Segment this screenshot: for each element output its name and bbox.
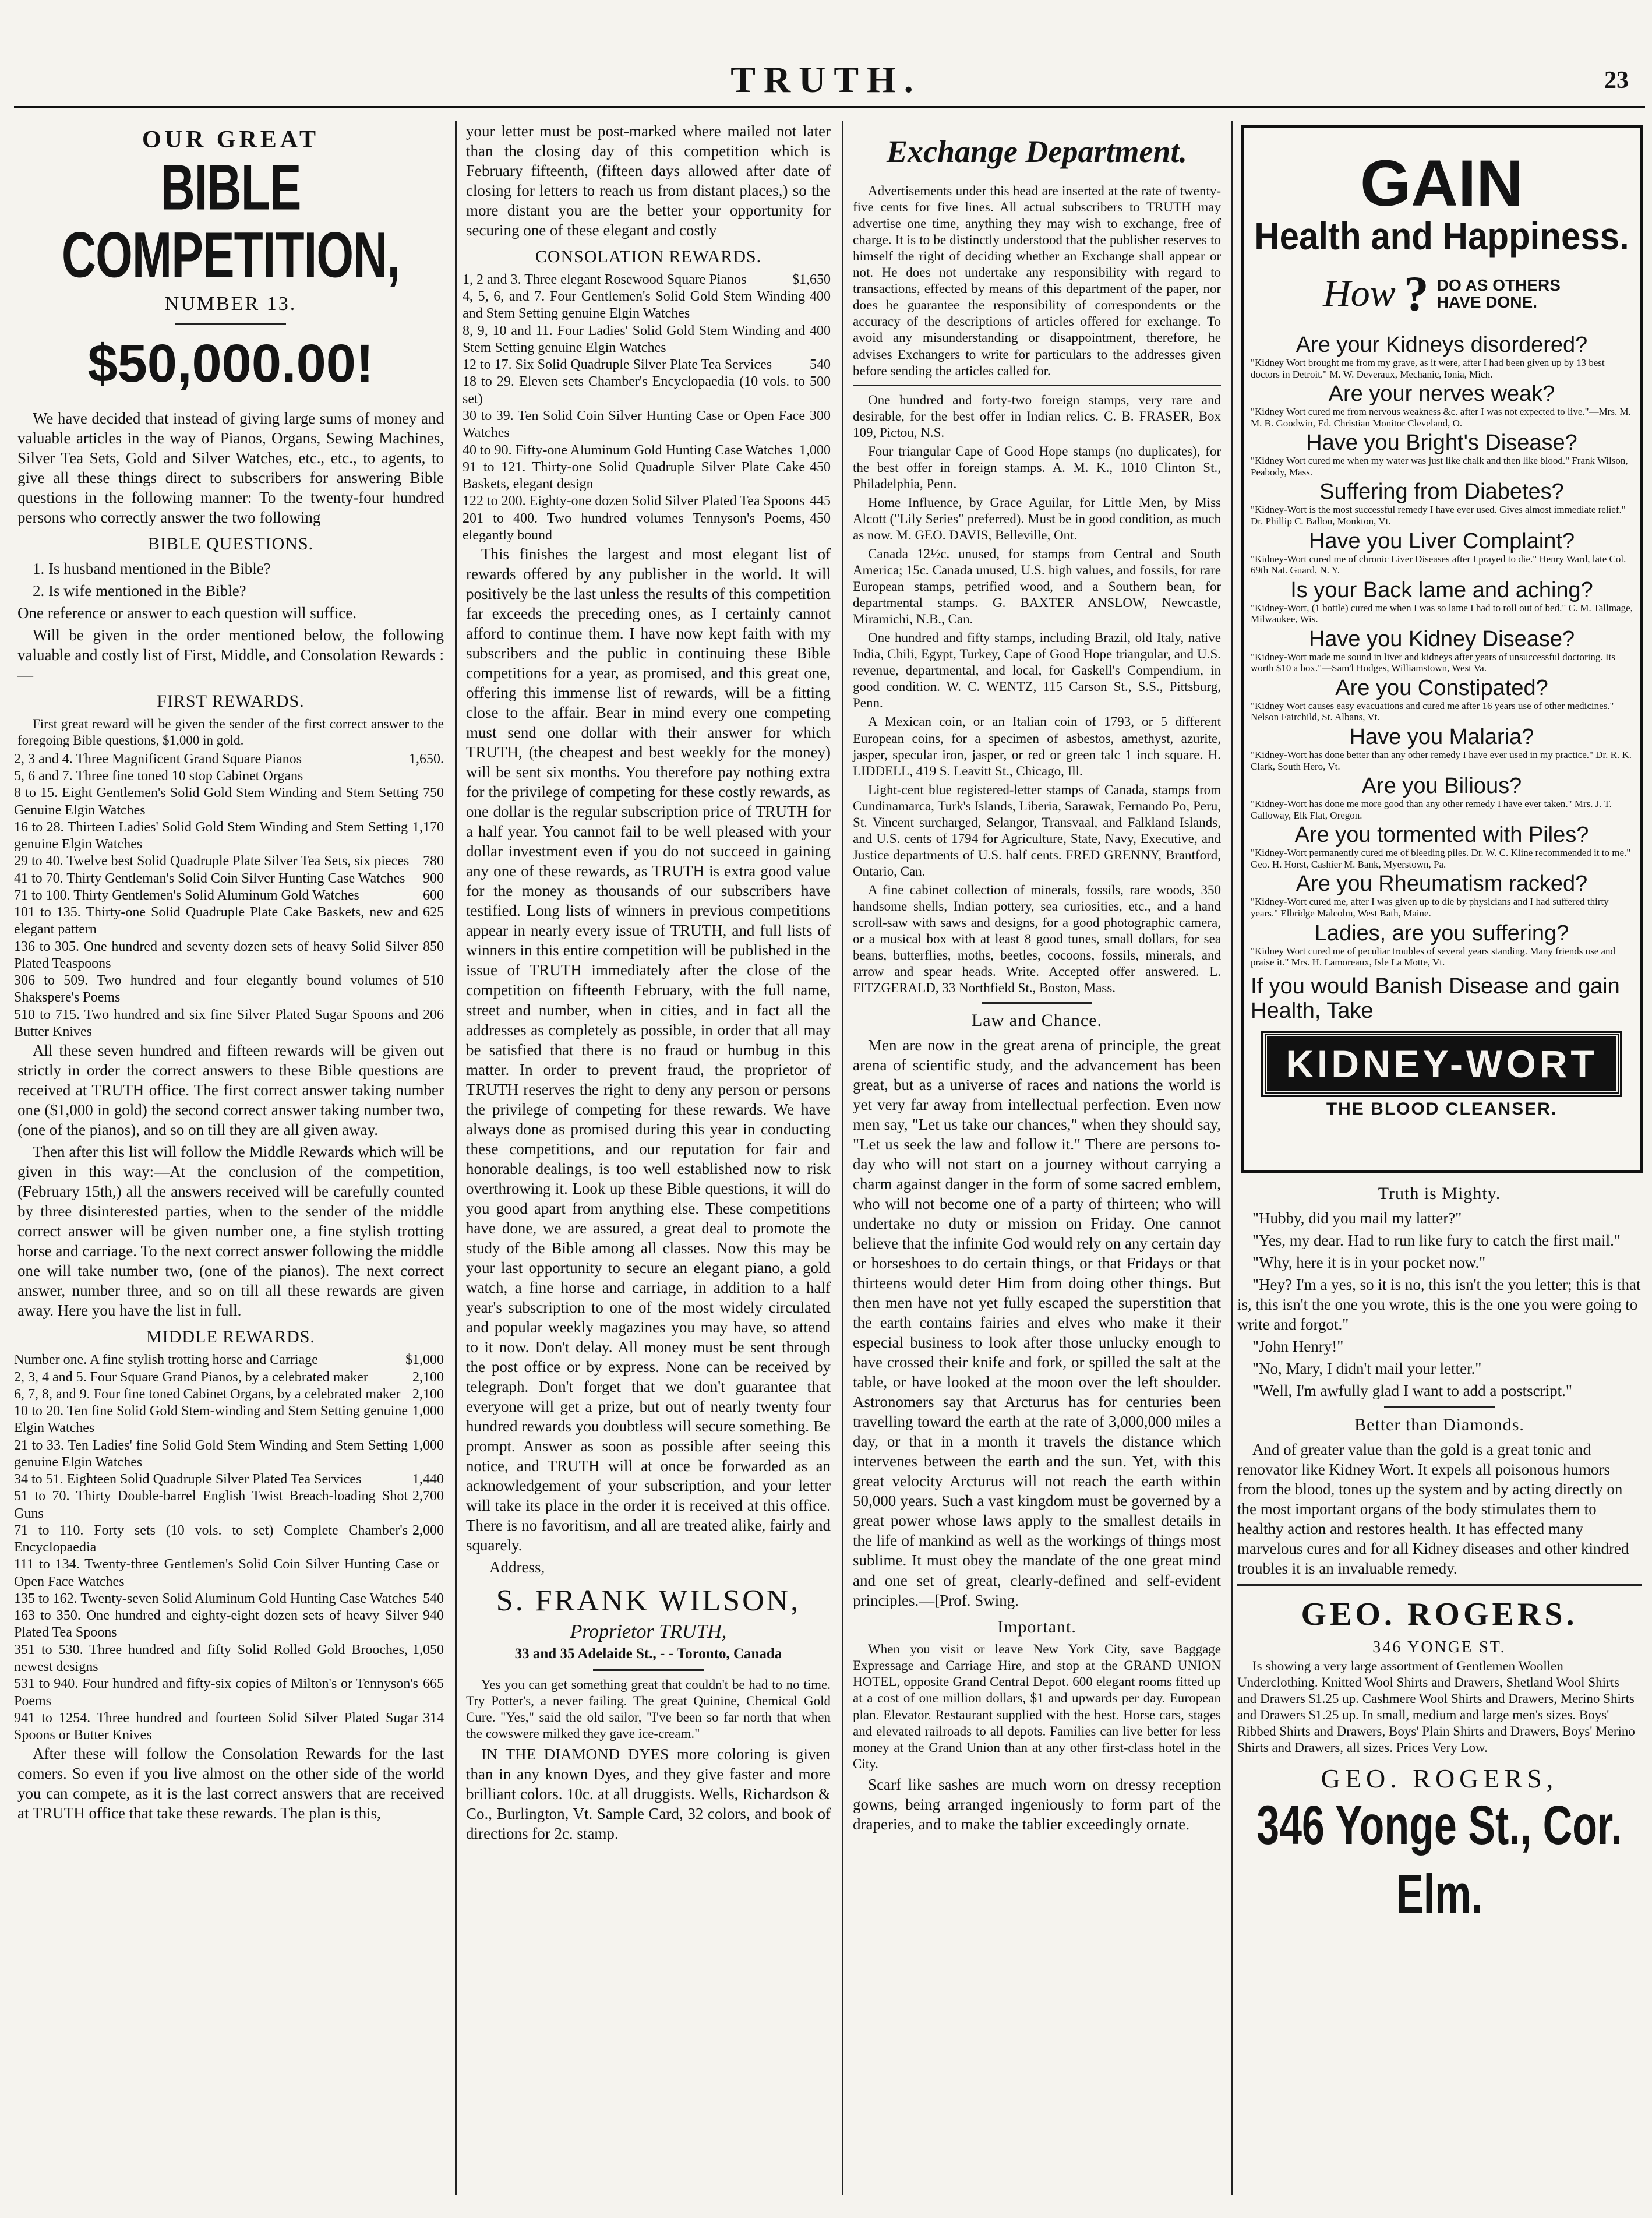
reward-text: 163 to 350. One hundred and eighty-eight dozen sets of heavy Silver Plated Tea Spoons [14, 1608, 418, 1641]
reward-row [14, 1369, 444, 1386]
ad-gain: GAIN [1360, 147, 1523, 220]
separator [982, 1002, 1092, 1004]
separator [593, 1669, 704, 1671]
headline-number: NUMBER 13. [164, 293, 297, 315]
reward-value: 1,650. [409, 751, 444, 767]
reward-text: 8 to 15. Eight Gentlemen's Solid Gold Stem Winding and Stem Setting Genuine Elgin Watches [14, 785, 418, 818]
ad-question: Is your Back lame and aching? [1290, 577, 1593, 602]
reward-row [14, 819, 444, 854]
reward-text: 1, 2 and 3. Three elegant Rosewood Square Pianos [463, 271, 747, 287]
ad-question: Are you Constipated? [1335, 675, 1548, 700]
ad-testimonial: "Kidney Wort brought me from my grave, as it were, after I had been given up by 13 best doctors in Detroit." M. W. Deveraux, Mechanic, Ionia, Mich. [1251, 357, 1605, 380]
section-heading: Law and Chance. [971, 1011, 1103, 1031]
reward-text: 34 to 51. Eighteen Solid Quadruple Silver Plated Tea Services [14, 1472, 362, 1487]
reward-row [463, 408, 831, 442]
reward-row [14, 972, 444, 1007]
paragraph: When you visit or leave New York City, save Baggage Expressage and Carriage Hire, and stop at the GRAND UNION HOTEL, opposite Grand Central Depot. 600 elegant rooms fitted up at a cost of one million dollars, $1 and upwards per day. European plan. Elevator. Restaurant supplied with the best. Horse cars, stages and elevated railroads to all depots. Families can live better for less money at the Grand Union than at any other first-class hotel in the City. [853, 1642, 1221, 1771]
column-exchange [853, 121, 1221, 2201]
reward-value: 1,000 [412, 1437, 444, 1453]
reward-value: 665 [423, 1676, 444, 1692]
reward-row [463, 373, 831, 408]
reward-row [463, 288, 831, 323]
column-lower-right [1237, 1177, 1642, 2202]
column-divider [455, 121, 457, 2195]
truth-is-mighty-text [1237, 1208, 1642, 1401]
reward-value: 450 [810, 459, 831, 475]
exchange-ad: One hundred and fifty stamps, including Brazil, old Italy, native India, Chili, Egypt, Turkey, Cape of Good Hope triangular, and U.S. revenue, departmental, and local, for Gaskell's Compendium, in good condition. W. C. WENTZ, 115 Carson St., S.S., Pittsburg, Penn. [853, 630, 1221, 711]
reward-text: 201 to 400. Two hundred volumes Tennyson's Poems, elegantly bound [463, 510, 805, 543]
exchange-ad: A fine cabinet collection of minerals, fossils, rare woods, 350 handsome shells, Indian pottery, sea curiosities, etc., and a hand scroll-saw with saws and designs, for a good photographic camera, or a musical box with at least 8 good tunes, small dollars, for sea beans, butterflies, moths, beetles, cocoons, fossils, minerals, and arrow and spear heads. Write. Accepted offer answered. L. FITZGERALD, 33 Northfield St., Boston, Mass. [853, 882, 1221, 996]
section-heading: Better than Diamonds. [1354, 1415, 1524, 1434]
ad-testimonial: "Kidney Wort cured me from nervous weakness &c. after I was not expected to live."—Mrs. M. M. B. Goodwin, Ed. Christian Monitor Cleveland, O. [1251, 406, 1631, 429]
reward-value: 1,050 [412, 1642, 444, 1658]
reward-value: $1,650 [792, 271, 831, 287]
reward-value: 540 [423, 1591, 444, 1606]
reward-value: 1,000 [412, 1404, 444, 1419]
reward-row [14, 1710, 444, 1744]
dialogue-line: "Hey? I'm a yes, so it is no, this isn't the you letter; this is that is, this isn't the one you wrote, this is the one you were going to write and forgot." [1237, 1275, 1641, 1333]
reward-value: 206 [423, 1007, 444, 1022]
reward-text: 531 to 940. Four hundred and fifty-six copies of Milton's or Tennyson's Poems [14, 1676, 418, 1709]
column-consolation [463, 121, 831, 2201]
paragraph: your letter must be post-marked where mailed not later than the closing day of this competition which is February fifteenth, (fifteen days allowed after date of closing for letters to reach us from distant places,) so the more distant you are the better your opportunity for securing one of these elegant and costly [466, 122, 831, 239]
separator [1237, 1584, 1642, 1586]
reward-value: 625 [423, 905, 444, 921]
page-number: 23 [1604, 67, 1629, 94]
dialogue-line: "Hubby, did you mail my latter?" [1252, 1209, 1462, 1227]
section-heading: FIRST REWARDS. [157, 691, 305, 711]
reward-text: 10 to 20. Ten fine Solid Gold Stem-winding and Stem Setting genuine Elgin Watches [14, 1404, 408, 1436]
reward-value: 445 [810, 493, 831, 509]
reward-text: 351 to 530. Three hundred and fifty Solid Rolled Gold Brooches, newest designs [14, 1642, 408, 1675]
reward-value: 1,440 [412, 1472, 444, 1487]
exchange-heading: Exchange Department. [886, 134, 1187, 169]
ad-question: Suffering from Diabetes? [1319, 479, 1564, 505]
ad-testimonial: "Kidney-Wort, (1 bottle) cured me when I was so lame I had to roll out of bed." C. M. Tallmage, Milwaukee, Wis. [1251, 602, 1633, 625]
separator [175, 323, 286, 325]
reward-text: Number one. A fine stylish trotting horse and Carriage [14, 1352, 318, 1368]
signature: S. FRANK WILSON, [496, 1584, 801, 1617]
rogers-heading-2: GEO. ROGERS, [1321, 1763, 1558, 1793]
first-rewards-list [14, 751, 444, 1041]
headline-amount: $50,000.00! [87, 333, 374, 393]
reward-text: 5, 6 and 7. Three fine toned 10 stop Cabinet Organs [14, 768, 303, 784]
rogers-address: 346 YONGE ST. [1372, 1638, 1506, 1657]
reward-text: 122 to 200. Eighty-one dozen Solid Silver Plated Tea Spoons [463, 493, 805, 509]
reward-row [14, 751, 444, 768]
reward-text: 18 to 29. Eleven sets Chamber's Encyclopaedia (10 vols. to set) [463, 374, 805, 407]
section-heading: BIBLE QUESTIONS. [147, 534, 314, 553]
reward-value: $1,000 [405, 1352, 444, 1368]
ad-testimonial: "Kidney-Wort permanently cured me of bleeding piles. Dr. W. C. Kline recommended it to me." Geo. H. Horst, Cashier M. Bank, Myerstown, Pa. [1251, 847, 1631, 870]
reward-row [14, 1522, 444, 1557]
reward-row [14, 1471, 444, 1488]
diamond-dyes-ad: IN THE DIAMOND DYES more coloring is given than in any known Dyes, and they give faster and more brilliant colors. 10c. at all druggists. Wells, Richardson & Co., Burlington, Vt. Sample Card, 32 colors, and book of directions for 2c. stamp. [466, 1745, 831, 1843]
reward-value: 510 [423, 973, 444, 989]
reward-text: 30 to 39. Ten Solid Coin Silver Hunting Case or Open Face Watches [463, 408, 805, 441]
reward-value: 2,100 [412, 1369, 444, 1385]
reward-row [14, 1676, 444, 1710]
paragraph: After these will follow the Consolation Rewards for the last comers. So even if you live almost on the other side of the world you can compete, as it is the last correct answers that are received at TRUTH office that take these rewards. The plan is this, [17, 1745, 444, 1822]
exchange-ad: Light-cent blue registered-letter stamps of Canada, stamps from Cundinamarca, Turk's Islands, Liberia, Sarawak, Fernando Po, Peru, St. Vincent surcharged, Selangor, Transvaal, and Falkland Islands, and U.S. cents of 1794 for Agriculture, State, Navy, Executive, and Justice departments of U.S. half cents. FRED GRENNY, Brantford, Ontario, Can. [853, 782, 1221, 879]
reward-text: 306 to 509. Two hundred and four elegantly bound volumes of Shakspere's Poems [14, 973, 418, 1006]
section-heading: CONSOLATION REWARDS. [535, 247, 762, 267]
exchange-ad: One hundred and forty-two foreign stamps, very rare and desirable, for the best offer in Indian relics. C. B. FRASER, Box 109, Pictou, N.S. [853, 392, 1221, 440]
ad-question: Are you Bilious? [1361, 774, 1522, 799]
reward-value: 750 [423, 785, 444, 801]
reward-row [14, 1607, 444, 1642]
exchange-ad: Home Influence, by Grace Aguilar, for Little Men, by Miss Alcott ("Lily Series" preferred). Must be in good condition, as much as now. M. GEO. DAVIS, Belleville, Ont. [853, 495, 1221, 542]
ad-do-as-line: DO AS OTHERS [1436, 276, 1561, 294]
reward-text: 510 to 715. Two hundred and six fine Silver Plated Sugar Spoons and Butter Knives [14, 1007, 418, 1039]
reward-text: 101 to 135. Thirty-one Solid Quadruple Plate Cake Baskets, new and elegant pattern [14, 905, 418, 937]
ad-if-you: If you would Banish Disease and gain Health, Take [1251, 974, 1620, 1024]
reward-row [463, 271, 831, 288]
exchange-ads-list [853, 392, 1221, 997]
intro-paragraph: We have decided that instead of giving large sums of money and valuable articles in the way of Pianos, Organs, Sewing Machines, Silver Tea Sets, Gold and Silver Watches, etc., etc., to agents, to give all these things direct to subscribers for answering Bible questions in the following manner: To the twenty-four hundred persons who correctly answer the two following [17, 409, 444, 526]
dialogue-line: "Why, here it is in your pocket now." [1252, 1253, 1486, 1271]
dialogue-line: "Well, I'm awfully glad I want to add a postscript." [1252, 1381, 1572, 1399]
reward-value: 2,100 [412, 1386, 444, 1402]
reward-value: 500 [810, 374, 831, 390]
address-label: Address, [489, 1558, 545, 1576]
reward-text: 21 to 33. Ten Ladies' fine Solid Gold Stem Winding and Stem Setting genuine Elgin Watches [14, 1437, 408, 1470]
ad-question: Have you Liver Complaint? [1308, 528, 1575, 553]
reward-text: 2, 3 and 4. Three Magnificent Grand Square Pianos [14, 751, 302, 767]
reward-value: 2,000 [412, 1522, 444, 1538]
ad-question-mark: ? [1403, 266, 1429, 322]
reward-row [14, 1642, 444, 1676]
reward-text: 135 to 162. Twenty-seven Solid Aluminum Gold Hunting Case Watches [14, 1591, 417, 1606]
ad-testimonial: "Kidney-Wort has done me more good than any other remedy I have ever taken." Mrs. J. T. Galloway, Elk Flat, Oregon. [1251, 798, 1612, 821]
reward-value: 1,000 [799, 442, 831, 458]
ad-question: Have you Bright's Disease? [1306, 431, 1577, 456]
ad-testimonial: "Kidney Wort cured me when my water was just like chalk and then like blood." Frank Wilson, Peabody, Mass. [1251, 455, 1628, 478]
paragraph: Men are now in the great arena of principle, the great arena of scientific study, and the advancement has been great, but as a universe of races and nations the world is yet very far away from intellectual perfection. Even now men say, "Let us take our chances," when they should say, "Let us seek the law and follow it." There are persons to-day who will not start on a journey without carrying a charm against danger in the form of some sacred emblem, who will not become one of a party of thirteen; who will undertake no duty or mission on Friday. One cannot believe that the infinite God would rely on any certain day or horseshoes to do certain things, or that Fridays or that thirteens would deter Him from doing other things. But then men have not yet fully escaped the superstition that the earth contains fairies and elves who make it their especial business to look after those unlucky enough to have crossed their knife and fork, or spilled the salt at the table, or have looked at the moon over the left shoulder. Astronomers say that Arcturus has for centuries been travelling toward the earth at the rate of 3,000,000 miles a day, or that in a month it travels the distance which intervenes between the earth and the sun. Yet, with this great velocity Arcturus will not reach the earth within 50,000 years. Such a vast kingdom must be governed by a great power whose laws apply to the smallest details in the life of mankind as well as the workings of things most sublime. It must obey the mandate of the one great mind and one set of great, clearly-defined and self-evident principles.—[Prof. Swing. [853, 1036, 1221, 1609]
reward-row [14, 1007, 444, 1041]
reward-text: 71 to 110. Forty sets (10 vols. to set) Complete Chamber's Encyclopaedia [14, 1522, 408, 1556]
rogers-address-2: 346 Yonge St., Cor. Elm. [1256, 1794, 1622, 1926]
exchange-ad: Canada 12½c. unused, for stamps from Central and South America; 15c. Canada unused, U.S. high values, and fossils, for rare European stamps, petrified wood, and a Southern bean, for departmental stamps. G. BAXTER ANSLOW, Newcastle, Miramichi, N.B., Can. [853, 546, 1221, 627]
reward-value: 540 [810, 357, 831, 373]
ad-testimonial: "Kidney-Wort has done better than any other remedy I have ever used in my practice." Dr. R. K. Clark, South Hero, Vt. [1251, 749, 1632, 772]
exchange-intro: Advertisements under this head are inserted at the rate of twenty-five cents for five lines. All actual subscribers to TRUTH may advertise one time, anything they may wish to exchange, free of charge. It is to be distinctly understood that the publisher reserves to himself the right of deciding whether an Exchange shall appear or not. He does not undertake any responsibility with regard to transactions, effected by means of this department of the paper, nor does he guarantee the responsibility of correspondents or the accuracy of the descriptions of articles offered for exchange. To avoid any misunderstanding or disappointment, therefore, he advises Exchangers to write for particulars to the addresses given before sending the articles called for. [853, 184, 1221, 378]
reward-row [463, 459, 831, 493]
reward-row [463, 510, 831, 545]
ad-question: Have you Kidney Disease? [1308, 626, 1575, 651]
reward-row [14, 1437, 444, 1472]
reward-row [463, 493, 831, 510]
ad-testimonials [1244, 333, 1640, 968]
headline-our-great: OUR GREAT [142, 126, 320, 153]
ad-testimonial: "Kidney-Wort cured me, after I was given up to die by physicians and I had suffered thirty years." Elbridge Malcolm, West Bath, Maine. [1251, 896, 1609, 919]
reward-value: 2,700 [412, 1489, 444, 1504]
reward-text: 136 to 305. One hundred and seventy dozen sets of heavy Solid Silver Plated Teaspoons [14, 939, 418, 971]
reward-text: 16 to 28. Thirteen Ladies' Solid Gold Stem Winding and Stem Setting genuine Elgin Watches [14, 819, 408, 852]
ad-testimonial: "Kidney-Wort cured me of chronic Liver Diseases after I prayed to die." Henry Ward, late Col. 69th Nat. Guard, N. Y. [1251, 553, 1626, 576]
separator [853, 385, 1221, 386]
ad-testimonial: "Kidney-Wort is the most successful remedy I have ever used. Gives almost immediate relief." Dr. Phillip C. Ballou, Monkton, Vt. [1251, 504, 1626, 527]
reward-row [14, 768, 444, 785]
reward-row [14, 1556, 444, 1591]
column-divider [842, 121, 843, 2195]
reward-row [14, 785, 444, 819]
reward-value: 400 [810, 323, 831, 338]
question-1: 1. Is husband mentioned in the Bible? [33, 559, 271, 577]
ad-testimonial: "Kidney-Wort made me sound in liver and kidneys after years of unsuccessful doctoring. Its worth $10 a box."—Sam'l Hodges, Williamstown, West Va. [1251, 651, 1615, 674]
reward-text: 29 to 40. Twelve best Solid Quadruple Plate Silver Tea Sets, six pieces [14, 854, 410, 869]
joke-paragraph: Yes you can get something great that couldn't be had to no time. Try Potter's, a never failing. The great Quinine, Chemical Gold Cure. "Yes," said the old sailor, "I've been so far north that when the cowswere milked they gave ice-cream." [466, 1677, 831, 1741]
reward-text: 4, 5, 6, and 7. Four Gentlemen's Solid Gold Stem Winding and Stem Setting genuine Elgin Watches [463, 289, 805, 322]
reward-text: 71 to 100. Thirty Gentlemen's Solid Aluminum Gold Watches [14, 887, 359, 903]
reward-row [14, 887, 444, 904]
ad-testimonial: "Kidney Wort cured me of peculiar troubles of several years standing. Many friends use and praise it." Mrs. H. Lamoreaux, Isle La Motte, Vt. [1251, 945, 1616, 968]
masthead [0, 58, 1652, 100]
middle-rewards-list [14, 1352, 444, 1744]
reward-row [14, 939, 444, 973]
reward-text: 941 to 1254. Three hundred and fourteen Solid Silver Plated Sugar Spoons or Butter Knives [14, 1710, 418, 1743]
reward-row [14, 1352, 444, 1369]
ad-question: Have you Malaria? [1349, 725, 1534, 749]
masthead-rule [14, 106, 1645, 108]
ad-kidney-wort-logo: KIDNEY-WORT [1263, 1033, 1620, 1095]
ad-question: Are you tormented with Piles? [1294, 823, 1589, 848]
rogers-text: Is showing a very large assortment of Gentlemen Woollen Underclothing. Knitted Wool Shirts and Drawers, Shetland Wool Shirts and Drawers $1.25 up. Cashmere Wool Shirts and Drawers, Merino Shirts and Drawers $1.25 up. In small, medium and large men's sizes. Boys' Ribbed Shirts and Drawers, Boys' Plain Shirts and Drawers, Boys' Merino Shirts and Drawers, all sizes. Prices Very Low. [1237, 1658, 1635, 1755]
section-heading: Important. [997, 1617, 1076, 1637]
column-divider [1231, 121, 1233, 2195]
headline-bible-competition: BIBLE COMPETITION, [61, 151, 400, 291]
reward-value: 940 [423, 1608, 444, 1624]
ad-testimonial: "Kidney Wort causes easy evacuations and cured me after 16 years use of other medicines." Nelson Fairchild, St. Albans, Vt. [1251, 700, 1614, 723]
ad-how-row [1244, 265, 1640, 323]
paragraph: This finishes the largest and most elegant list of rewards offered by any publisher in the world. It will positively be the last unless the results of this competition far exceeds the preceding ones, as I certainly cannot afford to continue them. I have now kept faith with my subscribers and the public in continuing these Bible competitions for a year, as promised, and this great one, offering this immense list of rewards, will be a fitting close to the affair. Bear in mind every one competing must send one dollar with their answer for which TRUTH, (the cheapest and best weekly for the money) will be sent six months. You therefore pay nothing extra for the privilege of competing for these costly rewards, as one dollar is the regular subscription price of TRUTH for a half year. You cannot fail to be well pleased with your dollar investment even if you do not succeed in gaining any one of these rewards, as TRUTH is extra good value for the money as thousands of our subscribers have testified. Long lists of winners in previous competitions appear in nearly every issue of TRUTH, and full lists of winners in this entire competition will be published in the issue of TRUTH immediately after the close of the competition on fifteenth February, with the full name, street and number, when in cities, and in fact all the addresses as completely as possible, in order that all may be satisfied that there is no fraud or humbug in this matter. In order to prevent fraud, the proprietor of TRUTH reserves the right to deny any person or persons the privilege of competing for these rewards. We have always done as promised during this year in conducting these competitions, and our reputation for fair and honorable dealings, is too well established now to risk overthrowing it. Look up these Bible questions, it will do you good apart from anything else. These competitions have done, we are assured, a great deal to promote the study of the Bible among all classes. Now this may be your last opportunity to secure an elegant piano, a gold watch, a fine horse and carriage, in addition to a half year's subscription to one of the most widely circulated and popular weekly magazines you may have, so attend to it now. Don't delay. All money must be sent through the post office or by express. None can be received by telegraph. Don't forget that we don't guarantee that everyone will get a prize, but out of nearly twenty four hundred rewards you doubtless will secure something. Be prompt. Answer as soon as possible after seeing this notice, and TRUTH will at once be forwarded as an acknowledgement of your subscription, and your letter will take its place in the order it is received at this office. There is no favoritism, and all are treated alike, fairly and squarely. [466, 545, 831, 1554]
reward-value: 450 [810, 510, 831, 526]
reward-text: 6, 7, 8, and 9. Four fine toned Cabinet Organs, by a celebrated maker [14, 1386, 401, 1402]
reward-row [14, 904, 444, 939]
reward-row [14, 870, 444, 887]
reward-value: 780 [423, 854, 444, 869]
paragraph: Scarf like sashes are much worn on dressy reception gowns, being arranged ingeniously to form part of the draperies, and to make the tablier exceedingly ornate. [853, 1775, 1221, 1833]
ad-question: Are your nerves weak? [1328, 382, 1555, 407]
reward-row [463, 357, 831, 373]
section-heading: MIDDLE REWARDS. [146, 1327, 315, 1347]
question-2: 2. Is wife mentioned in the Bible? [33, 581, 246, 600]
reward-row [14, 1403, 444, 1437]
exchange-ad: A Mexican coin, or an Italian coin of 1793, or 5 different European coins, for a specimen of asbestos, amethyst, azurite, jasper, specular iron, jasper, or red or green talc 1 inch square. H. LIDDELL, 419 S. Leavitt St., Chicago, Ill. [853, 714, 1221, 778]
proprietor: Proprietor TRUTH, [570, 1621, 727, 1643]
reward-row [14, 1386, 444, 1403]
dialogue-line: "No, Mary, I didn't mail your letter." [1252, 1359, 1482, 1377]
section-heading: Truth is Mighty. [1378, 1184, 1501, 1203]
ad-question: Are your Kidneys disordered? [1296, 333, 1588, 357]
first-reward-intro: First great reward will be given the sender of the first correct answer to the foregoing Bible questions, $1,000 in gold. [17, 716, 444, 747]
reward-value: 400 [810, 289, 831, 305]
kidney-wort-advertisement [1241, 125, 1643, 1173]
newspaper-title: TRUTH. [730, 59, 922, 100]
column-bible-competition [14, 121, 444, 2201]
reward-text: 2, 3, 4 and 5. Four Square Grand Pianos, by a celebrated maker [14, 1369, 368, 1385]
ad-question: Are you Rheumatism racked? [1296, 872, 1588, 897]
reward-row [463, 323, 831, 357]
reward-text: 51 to 70. Thirty Double-barrel English Twist Breach-loading Shot Guns [14, 1489, 408, 1521]
exchange-ad: Four triangular Cape of Good Hope stamps (no duplicates), for the best offer in foreign stamps. A. M. K., 1010 Clinton St., Philadelphia, Penn. [853, 443, 1221, 491]
ad-question: Ladies, are you suffering? [1314, 921, 1569, 946]
reward-row [463, 442, 831, 459]
reward-text: 91 to 121. Thirty-one Solid Quadruple Silver Plate Cake Baskets, elegant design [463, 459, 805, 492]
reward-value: 1,170 [412, 819, 444, 835]
paragraph: And of greater value than the gold is a great tonic and renovator like Kidney Wort. It expels all poisonous humors from the blood, tones up the system and by acting directly on the most important organs of the body stimulates them to healthy action and restores health. It has effected many marvelous cures and for all Kidney diseases and other kindred troubles it is an invaluable remedy. [1237, 1440, 1629, 1577]
reward-row [14, 1591, 444, 1607]
reward-text: 12 to 17. Six Solid Quadruple Silver Plate Tea Services [463, 357, 772, 373]
reward-text: 111 to 134. Twenty-three Gentlemen's Solid Coin Silver Hunting Case or Open Face Watches [14, 1557, 439, 1589]
consolation-rewards-list [463, 271, 831, 544]
reward-value: 314 [423, 1710, 444, 1726]
paragraph: Then after this list will follow the Middle Rewards which will be given in this way:—At the conclusion of the competition, (February 15th,) all the answers received will be carefully counted by three disinterested parties, when to the sender of the middle correct answer will be given number one, a fine stylish trotting horse and carriage. To the next correct answer following the middle one will take number two, (one of the pianos). The next correct answer, number three, and so on till all these rewards are given away. Here you have the list in full. [17, 1143, 444, 1320]
reward-value: 300 [810, 408, 831, 424]
reward-value: 850 [423, 939, 444, 954]
reward-value: 600 [423, 887, 444, 903]
dialogue-line: "Yes, my dear. Had to run like fury to catch the first mail." [1252, 1231, 1621, 1249]
reward-row [14, 1488, 444, 1522]
ad-how: How [1323, 272, 1396, 315]
order-paragraph: Will be given in the order mentioned below, the following valuable and costly list of First, Middle, and Consolation Rewards :— [17, 626, 444, 683]
ad-do-as [1437, 277, 1561, 311]
reward-row [14, 853, 444, 870]
reward-value: 900 [423, 870, 444, 886]
street-address: 33 and 35 Adelaide St., - - Toronto, Canada [514, 1646, 782, 1662]
paragraph: All these seven hundred and fifteen rewards will be given out strictly in order the correct answers to these Bible questions are received at TRUTH office. The first correct answer taking number one ($1,000 in gold) the second correct answer taking number two, (one of the pianos), and so on till they are all given away. [17, 1042, 444, 1139]
rogers-heading: GEO. ROGERS. [1301, 1596, 1578, 1632]
question-note: One reference or answer to each question will suffice. [17, 604, 357, 622]
reward-text: 40 to 90. Fifty-one Aluminum Gold Hunting Case Watches [463, 442, 793, 458]
ad-have-done-line: HAVE DONE. [1436, 293, 1537, 311]
ad-health: Health and Happiness. [1254, 214, 1629, 258]
reward-text: 8, 9, 10 and 11. Four Ladies' Solid Gold Stem Winding and Stem Setting genuine Elgin Watches [463, 323, 805, 355]
reward-text: 41 to 70. Thirty Gentleman's Solid Coin Silver Hunting Case Watches [14, 870, 405, 886]
dialogue-line: "John Henry!" [1252, 1337, 1344, 1355]
separator [1384, 1406, 1495, 1408]
ad-blood-cleanser: THE BLOOD CLEANSER. [1326, 1099, 1558, 1119]
